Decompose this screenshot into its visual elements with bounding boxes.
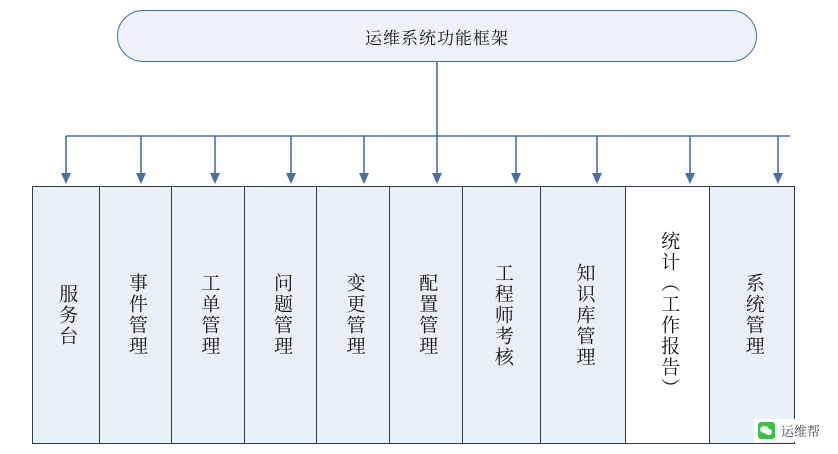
leaf-node-label: 问题管理 (271, 273, 293, 357)
leaf-node-label: 变更管理 (343, 273, 365, 357)
leaf-node-label: 服务台 (56, 283, 78, 347)
leaf-node-label: 配置管理 (416, 273, 438, 357)
leaf-node-label: 事件管理 (125, 273, 147, 357)
wechat-icon (758, 422, 775, 439)
watermark-label: 运维帮 (780, 424, 820, 439)
leaf-node-knowledge-base-management (540, 186, 626, 444)
leaf-node-engineer-assessment (462, 186, 542, 444)
leaf-node-service-desk (32, 186, 100, 444)
leaf-node-label: 工程师考核 (491, 262, 513, 368)
leaf-node-statistics-work-report (625, 186, 711, 444)
root-node (117, 10, 757, 62)
leaf-node-change-management (316, 186, 390, 444)
leaf-node-problem-management (244, 186, 318, 444)
root-node-label: 运维系统功能框架 (365, 28, 509, 48)
leaf-node-label: 统计（工作报告） (658, 231, 680, 399)
leaf-node-incident-management (99, 186, 173, 444)
leaf-node-label: 工单管理 (198, 273, 220, 357)
leaf-node-system-management (709, 186, 795, 444)
leaf-node-row (32, 186, 806, 444)
watermark (754, 419, 824, 442)
leaf-node-configuration-management (389, 186, 463, 444)
leaf-node-label: 知识库管理 (573, 262, 595, 368)
leaf-node-work-order-management (171, 186, 245, 444)
leaf-node-label: 系统管理 (742, 273, 764, 357)
